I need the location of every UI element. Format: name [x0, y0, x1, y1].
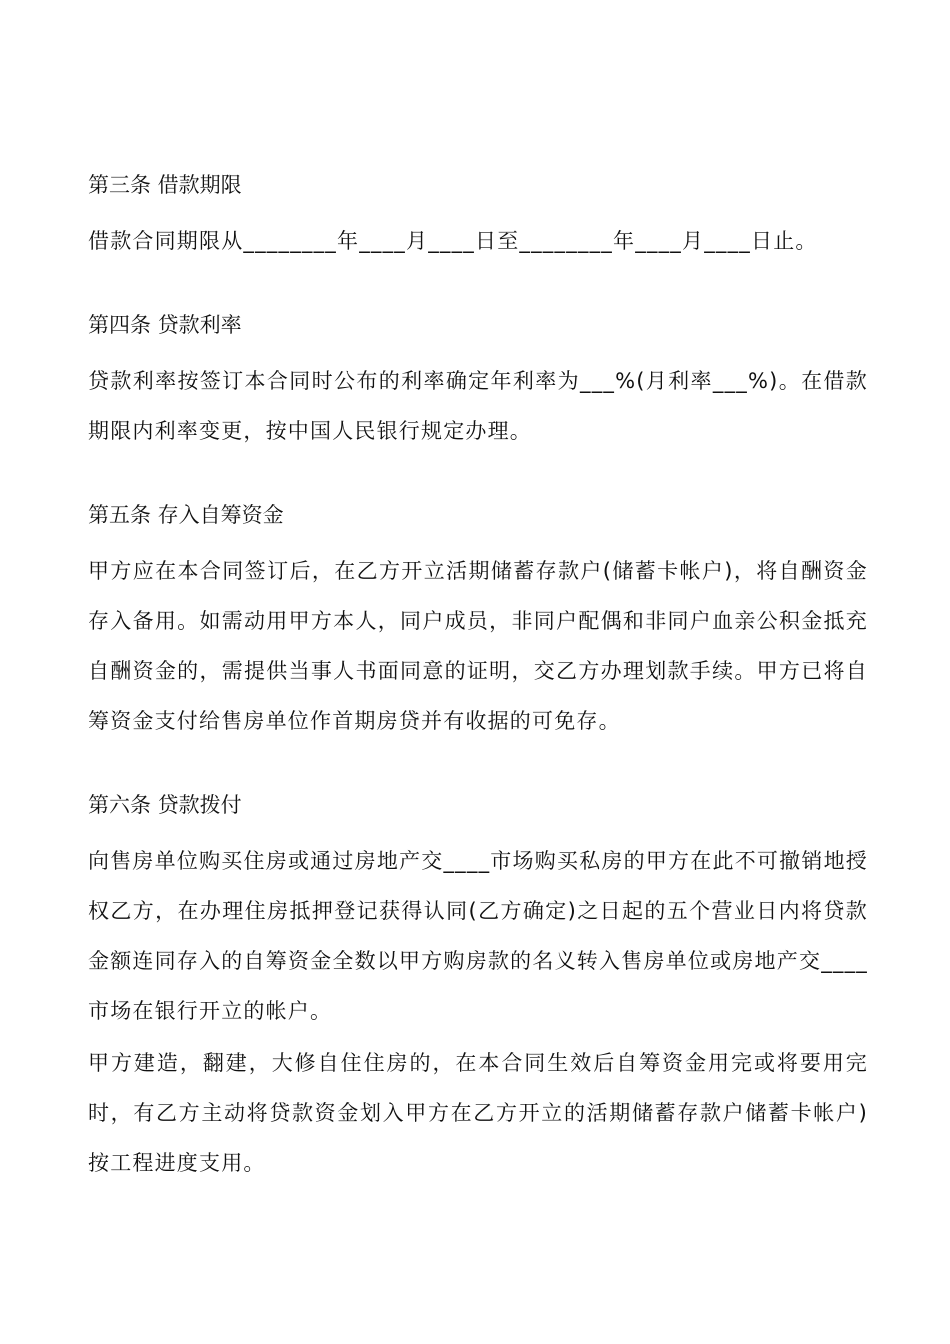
article-4-section — [88, 308, 868, 456]
article-3-heading: 第三条 借款期限 — [88, 173, 242, 197]
article-5-section — [88, 498, 868, 746]
article-6-paragraph-1: 向售房单位购买住房或通过房地产交____市场购买私房的甲方在此不可撤销地授权乙方，在办理住房抵押登记获得认同(乙方确定)之日起的五个营业日内将贷款金额连同存入的自筹资金全数以甲方购房款的名义转入售房单位或房地产交____市场在银行开立的帐户。 — [88, 849, 868, 1023]
article-6-paragraph-2: 甲方建造，翻建，大修自住住房的，在本合同生效后自筹资金用完或将要用完时，有乙方主动将贷款资金划入甲方在乙方开立的活期储蓄存款户储蓄卡帐户)按工程进度支用。 — [88, 1051, 868, 1175]
article-4-paragraph: 贷款利率按签订本合同时公布的利率确定年利率为___%(月利率___%)。在借款期限内利率变更，按中国人民银行规定办理。 — [88, 369, 868, 443]
article-5-heading: 第五条 存入自筹资金 — [88, 503, 284, 527]
article-5-paragraph: 甲方应在本合同签订后，在乙方开立活期储蓄存款户(储蓄卡帐户)，将自酬资金存入备用。如需动用甲方本人，同户成员，非同户配偶和非同户血亲公积金抵充自酬资金的，需提供当事人书面同意的证明，交乙方办理划款手续。甲方已将自筹资金支付给售房单位作首期房贷并有收据的可免存。 — [88, 559, 868, 733]
article-4-heading: 第四条 贷款利率 — [88, 313, 242, 337]
document-page — [88, 168, 868, 1230]
article-6-heading: 第六条 贷款拨付 — [88, 793, 242, 817]
article-3-section — [88, 168, 868, 266]
article-6-section — [88, 788, 868, 1188]
article-3-paragraph: 借款合同期限从________年____月____日至________年____月____日止。 — [88, 229, 818, 253]
